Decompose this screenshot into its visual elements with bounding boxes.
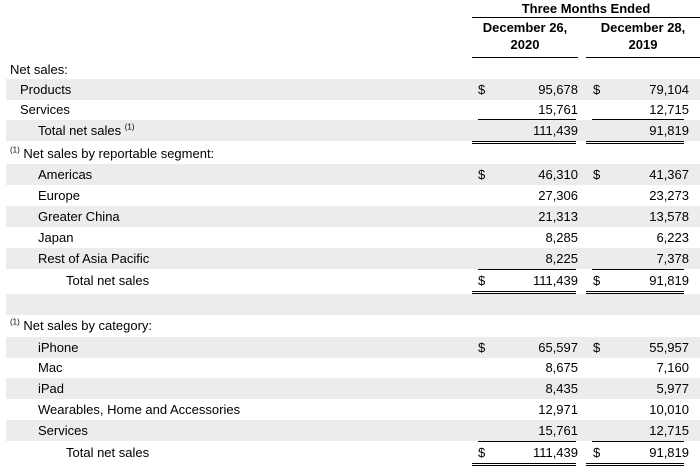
currency-symbol: $: [593, 445, 601, 460]
table-row: [6, 399, 700, 420]
value-2020: 15,761: [538, 102, 578, 117]
currency-symbol: $: [478, 273, 486, 288]
table-row: [6, 315, 700, 336]
value-2020: 8,435: [545, 381, 578, 396]
row-label: Rest of Asia Pacific: [38, 251, 150, 266]
table-row: [6, 59, 700, 80]
row-label: Wearables, Home and Accessories: [38, 402, 241, 417]
table-row: [6, 337, 700, 358]
value-2020: 65,597: [538, 340, 578, 355]
value-2019: 10,010: [649, 402, 689, 417]
value-2019: 55,957: [649, 340, 689, 355]
row-label: iPad: [38, 381, 65, 396]
table-row: [6, 270, 700, 291]
currency-symbol: $: [593, 82, 601, 97]
value-2020: 95,678: [538, 82, 578, 97]
value-2019: 7,378: [656, 251, 689, 266]
value-2019: 91,819: [649, 273, 689, 288]
total-double-rule: [586, 463, 684, 466]
value-2020: 27,306: [538, 188, 578, 203]
value-2020: 111,439: [532, 445, 578, 460]
row-label: Total net sales $^{(1)}$: [38, 122, 135, 138]
value-2019: 5,977: [656, 381, 689, 396]
total-double-rule: [472, 463, 576, 466]
row-label: Products: [20, 82, 72, 97]
table-row: [6, 164, 700, 185]
value-2020: 111,439: [532, 273, 578, 288]
period-header: Three Months Ended: [472, 0, 700, 18]
currency-symbol: $: [478, 445, 486, 460]
table-row: [6, 185, 700, 206]
row-label: Greater China: [38, 209, 120, 224]
value-2020: 12,971: [538, 402, 578, 417]
footnote-marker: (1): [10, 317, 20, 327]
currency-symbol: $: [478, 340, 486, 355]
footnote-marker: (1): [124, 122, 135, 132]
footnote-marker: (1): [10, 145, 20, 155]
row-label: Services: [20, 102, 70, 117]
currency-symbol: $: [593, 340, 601, 355]
table-row: [6, 227, 700, 248]
value-2020: 8,675: [545, 360, 578, 375]
row-label: $^{(1)}$ Net sales by reportable segment:: [10, 145, 215, 161]
value-2019: 12,715: [649, 102, 689, 117]
value-2020: 8,225: [545, 251, 578, 266]
column-header-2019-line1: December 28,: [600, 20, 686, 35]
table-row: [6, 79, 700, 100]
spacer-row: [6, 294, 700, 315]
row-label: Americas: [38, 167, 93, 182]
currency-symbol: $: [593, 167, 601, 182]
currency-symbol: $: [478, 82, 486, 97]
table-row: [6, 378, 700, 399]
row-label: Europe: [38, 188, 80, 203]
column-header-2020: [472, 19, 578, 58]
value-2019: 91,819: [649, 123, 689, 138]
value-2019: 7,160: [656, 360, 689, 375]
row-label: iPhone: [38, 340, 79, 355]
value-2020: 111,439: [532, 123, 578, 138]
value-2019: 79,104: [649, 82, 689, 97]
table-row: [6, 420, 700, 441]
row-label: Total net sales: [66, 273, 150, 288]
value-2020: 46,310: [538, 167, 578, 182]
currency-symbol: $: [593, 273, 601, 288]
value-2019: 41,367: [649, 167, 689, 182]
value-2019: 6,223: [656, 230, 689, 245]
row-label: Japan: [38, 230, 74, 245]
value-2020: 21,313: [538, 209, 578, 224]
value-2019: 12,715: [649, 423, 689, 438]
table-row: [6, 120, 700, 141]
column-header-2019-line2: 2019: [628, 37, 658, 52]
currency-symbol: $: [478, 167, 486, 182]
table-row: [6, 99, 700, 120]
value-2019: 23,273: [649, 188, 689, 203]
row-label: Mac: [38, 360, 63, 375]
table-row: [6, 248, 700, 269]
row-label: Net sales:: [10, 62, 68, 77]
column-header-2019: [586, 19, 700, 58]
value-2019: 13,578: [649, 209, 689, 224]
table-row: [6, 442, 700, 463]
value-2020: 15,761: [538, 423, 578, 438]
row-label: Services: [38, 423, 88, 438]
value-2019: 91,819: [649, 445, 689, 460]
column-header-2020-line1: December 26,: [482, 20, 568, 35]
row-label: Total net sales: [66, 445, 150, 460]
row-label: $^{(1)}$ Net sales by category:: [10, 317, 153, 333]
table-row: [6, 357, 700, 378]
column-header-2020-line2: 2020: [510, 37, 540, 52]
value-2020: 8,285: [545, 230, 578, 245]
table-row: [6, 143, 700, 164]
table-row: [6, 206, 700, 227]
